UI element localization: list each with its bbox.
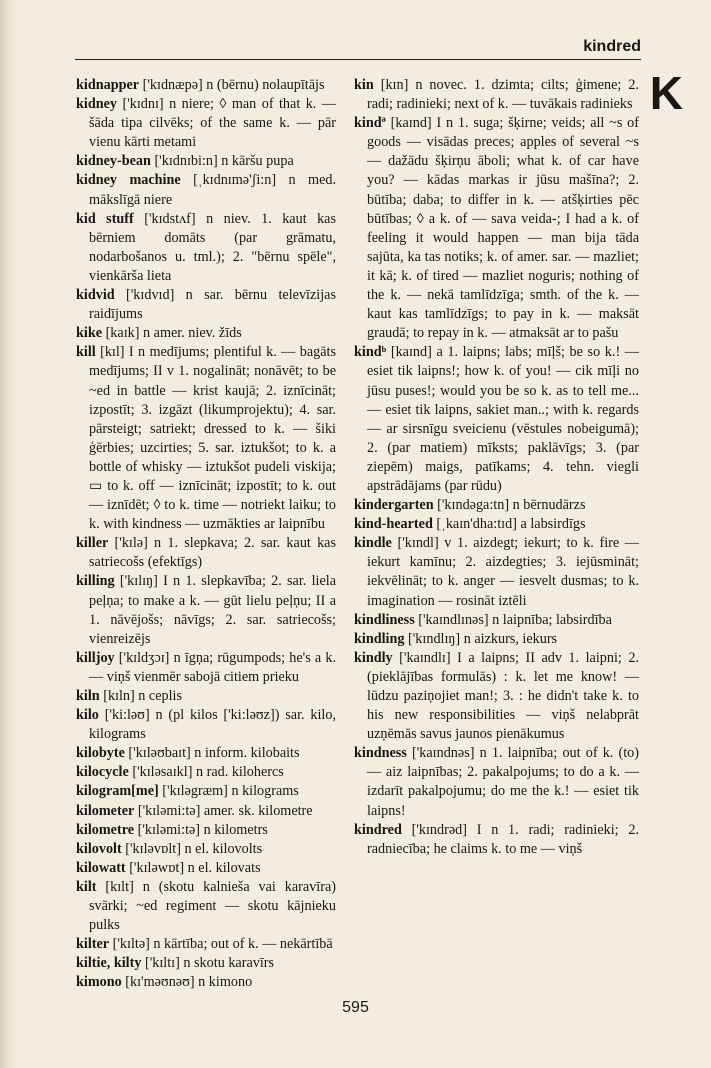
entry-definition: ['kɪndlɪŋ] n aizkurs, iekurs [404, 630, 558, 647]
entry-definition: ['kaɪndlɪnəs] n laipnība; labsirdība [414, 611, 612, 628]
entry-definition: ['kɪltɪ] n skotu karavīrs [141, 955, 275, 972]
entry-definition: ['kɪləvɒlt] n el. kilovolts [121, 840, 263, 857]
entry-headword: killing [76, 573, 115, 590]
dictionary-entry [354, 496, 639, 515]
entry-headword: killer [76, 535, 109, 552]
entry-headword: kidney [76, 96, 118, 113]
entry-headword: kidnapper [76, 77, 140, 93]
dictionary-entry [354, 343, 639, 496]
entry-definition: [kɪn] n novec. 1. dzimta; cilts; ģimene; 2. radi; radinieki; next of k. — tuvākais radinieks [367, 77, 639, 113]
dictionary-entry [76, 343, 336, 534]
dictionary-entry [354, 515, 639, 534]
entry-headword: kilo [76, 707, 99, 724]
entry-headword: kike [76, 325, 103, 342]
entry-headword: kilometer [76, 802, 135, 819]
entry-definition: ['kɪləwɒt] n el. kilovats [125, 859, 261, 876]
dictionary-entry [76, 210, 336, 286]
entry-headword: kindergarten [354, 497, 434, 514]
dictionary-entry [76, 878, 336, 935]
entry-headword: kilocycle [76, 764, 129, 781]
entry-definition: [kaɪnd] I n 1. suga; šķirne; veids; all ~s of goods — visādas preces; apples of several ~s — dažādu šķirņu āboli; what k. of car have you? — kādas markas ir jūsu mašīna?; 2. būtība; daba; to differ in k. — atšķirties pēc būtības; ◊ a k. of — sava veida-; I had a k. of feeling it would happen — man bija tāda sajūta, ka tas notiks; k. of amer. sar. — mazliet; it kā; k. of tired — mazliet noguris; nothing of the k. — nekā tamlīdzīga; smth. of the k. — kaut kas tamlīdzīgs; to pay in k. — maksāt graudā; to repay in k. — atmaksāt ar to pašu [367, 115, 639, 342]
page-number: 595 [342, 999, 369, 1016]
entry-definition: ['kɪlə] n 1. slepkava; 2. sar. kaut kas satriecošs (efektīgs) [89, 535, 336, 571]
dictionary-entry [76, 76, 336, 95]
dictionary-entry [354, 611, 639, 630]
dictionary-entry [76, 687, 336, 706]
right-column [354, 76, 639, 859]
entry-definition: [kaɪnd] a 1. laipns; labs; mīļš; be so k.! — esiet tik laipns!; how k. of you! — cik mīļi no jūsu puses!; would you be so k. as to tell me... — esiet tik laipns, sakiet man..; with k. regards — ar sirsnīgu sveicienu (vēstules nobeigumā); 2. (par matiem) mīksts; paklāvīgs; 3. (par ziepēm) maigs, patīkams; 4. tehn. viegli apstrādājams (par rūdu) [367, 344, 639, 494]
entry-definition: ['kɪləʊbaɪt] n inform. kilobaits [124, 745, 300, 762]
dictionary-entry [354, 76, 639, 114]
dictionary-entry [354, 630, 639, 649]
entry-definition: ['ki:ləʊ] n (pl kilos ['ki:ləʊz]) sar. kilo, kilograms [89, 707, 336, 743]
dictionary-entry [354, 114, 639, 343]
entry-headword: kindᵇ [354, 344, 387, 361]
entry-headword: kid stuff [76, 210, 134, 227]
dictionary-entry [354, 744, 639, 820]
entry-headword: kindly [354, 649, 393, 666]
entry-definition: ['kɪləmi:tə] n kilometrs [134, 821, 268, 838]
dictionary-entry [76, 572, 336, 648]
entry-headword: kimono [76, 974, 122, 991]
entry-definition: [kɪl] I n medījums; plentiful k. — bagāts medījums; II v 1. nogalināt; nonāvēt; to be ~ed in battle — krist kaujā; 2. iznīcināt; izpostīt; 3. izgāzt (likumprojektu); 4. sar. pārsteigt; satriekt; dressed to k. — šiki ģērbies; uzcirties; 5. sar. iztukšot; to k. a bottle of whisky — iztukšot pudeli viskija; ▭ to k. off — iznīcināt; izpostīt; to k. out — iznīdēt; ◊ to k. time — notriekt laiku; to k. with kindness — uzmākties ar laipnību [89, 344, 336, 533]
dictionary-entry [354, 649, 639, 744]
dictionary-entry [76, 954, 336, 973]
dictionary-entry [354, 534, 639, 610]
entry-definition: ['kɪdnæpə] n (bērnu) nolaupītājs [139, 77, 325, 93]
entry-headword: kidney-bean [76, 153, 151, 170]
entry-headword: kilt [76, 878, 97, 895]
entry-definition: [ˌkaɪn'dha:tɪd] a labsirdīgs [432, 516, 586, 533]
entry-definition: ['kaɪndnəs] n 1. laipnība; out of k. (to) — aiz laipnības; 2. pakalpojums; to do a k. — izdarīt pakalpojumu; do me the k.! — esiet tik laipns! [367, 745, 639, 819]
entry-headword: kidvid [76, 287, 115, 304]
entry-headword: kilter [76, 936, 110, 953]
entry-headword: kindliness [354, 611, 415, 628]
entry-headword: killjoy [76, 649, 115, 666]
entry-headword: kindª [354, 115, 386, 132]
entry-headword: kiln [76, 688, 100, 704]
entry-headword: kilovolt [76, 840, 122, 857]
dictionary-entry [76, 973, 336, 992]
dictionary-entry [76, 324, 336, 343]
entry-definition: ['kɪlɪŋ] I n 1. slepkavība; 2. sar. liela peļņa; to make a k. — gūt lielu peļņu; II a 1. nāvējošs; nāvīgs; 2. sar. satriecošs; vienreizējs [89, 573, 336, 647]
left-column [76, 76, 336, 993]
entry-headword: kindling [354, 630, 405, 647]
dictionary-entry [76, 649, 336, 687]
dictionary-entry [76, 706, 336, 744]
dictionary-entry [76, 171, 336, 209]
entry-headword: kind-hearted [354, 516, 433, 533]
dictionary-entry [76, 821, 336, 840]
dictionary-entry [76, 534, 336, 572]
dictionary-entry [76, 802, 336, 821]
entry-definition: ['kaɪndlɪ] I a laipns; II adv 1. laipni; 2. (pieklājības formulās) : k. let me know! — lūdzu paziņojiet man!; 3. : he didn't take k. to his new responsibilities — viņš nelabprāt uzņēmās savus jaunos pienākumus [367, 649, 639, 743]
entry-definition: [kaɪk] n amer. niev. žīds [102, 325, 242, 342]
entry-headword: kindred [354, 821, 402, 838]
dictionary-entry [76, 859, 336, 878]
entry-headword: kilometre [76, 821, 135, 838]
page-edge-shadow [0, 0, 16, 1068]
entry-headword: kill [76, 344, 96, 361]
entry-definition: ['kɪdnɪbi:n] n kāršu pupa [150, 153, 294, 170]
entry-headword: kindle [354, 535, 392, 552]
entry-definition: ['kɪndəga:tn] n bērnudārzs [433, 497, 586, 514]
dictionary-entry [76, 782, 336, 801]
entry-definition: ['kɪləmi:tə] amer. sk. kilometre [134, 802, 313, 819]
entry-definition: ['kɪldʒɔɪ] n īgņa; rūgumpods; he's a k. — viņš vienmēr sabojā citiem prieku [89, 649, 336, 685]
dictionary-entry [76, 744, 336, 763]
entry-definition: ['kɪdvɪd] n sar. bērnu televīzijas raidījums [89, 287, 336, 323]
entry-definition: ['kɪləsaɪkl] n rad. kiloherсs [128, 764, 284, 781]
entry-headword: kidney machine [76, 172, 181, 189]
entry-definition: [kɪ'məʊnəʊ] n kimono [121, 974, 253, 991]
entry-definition: ['kɪndrəd] I n 1. radi; radinieki; 2. radniecība; he claims k. to me — viņš [367, 821, 639, 857]
dictionary-entry [76, 152, 336, 171]
header-rule [75, 59, 641, 60]
dictionary-entry [76, 935, 336, 954]
entry-headword: kin [354, 77, 374, 93]
entry-headword: kindness [354, 745, 407, 762]
section-letter: K [649, 67, 683, 119]
entry-headword: kilobyte [76, 745, 125, 762]
dictionary-entry [76, 286, 336, 324]
entry-headword: kilowatt [76, 859, 126, 876]
entry-definition: [kɪlt] n (skotu kalnieša vai karavīra) svārki; ~ed regiment — skotu kājnieku pulks [89, 878, 336, 934]
dictionary-entry [76, 763, 336, 782]
entry-definition: [ˌkɪdnɪmə'ʃi:n] n med. mākslīgā niere [89, 172, 337, 208]
dictionary-entry [76, 95, 336, 152]
entry-definition: ['kɪdstʌf] n niev. 1. kaut kas bērniem domāts (par grāmatu, nodarbošanos u. tml.); 2. "bērnu spēle", vienkārša lieta [89, 210, 336, 284]
dictionary-entry [76, 840, 336, 859]
entry-headword: kiltie, kilty [76, 955, 142, 972]
entry-definition: ['kɪləgræm] n kilograms [158, 783, 299, 800]
dictionary-entry [354, 821, 639, 859]
entry-headword: kilogram[me] [76, 783, 159, 800]
entry-definition: ['kɪndl] v 1. aizdegt; iekurt; to k. fire — iekurt kamīnu; 2. aizdegties; 3. iejūsmināt; iekvēlināt; to k. anger — iesvelt dusmas; to k. imagination — rosināt iztēli [367, 535, 639, 609]
running-headword: kindred [583, 38, 641, 55]
entry-definition: ['kɪltə] n kārtība; out of k. — nekārtībā [109, 936, 333, 953]
entry-definition: [kɪln] n ceplis [99, 688, 183, 704]
entry-definition: ['kɪdnɪ] n niere; ◊ man of that k. — šāda tipa cilvēks; of the same k. — pār vienu kārti metami [89, 96, 336, 151]
